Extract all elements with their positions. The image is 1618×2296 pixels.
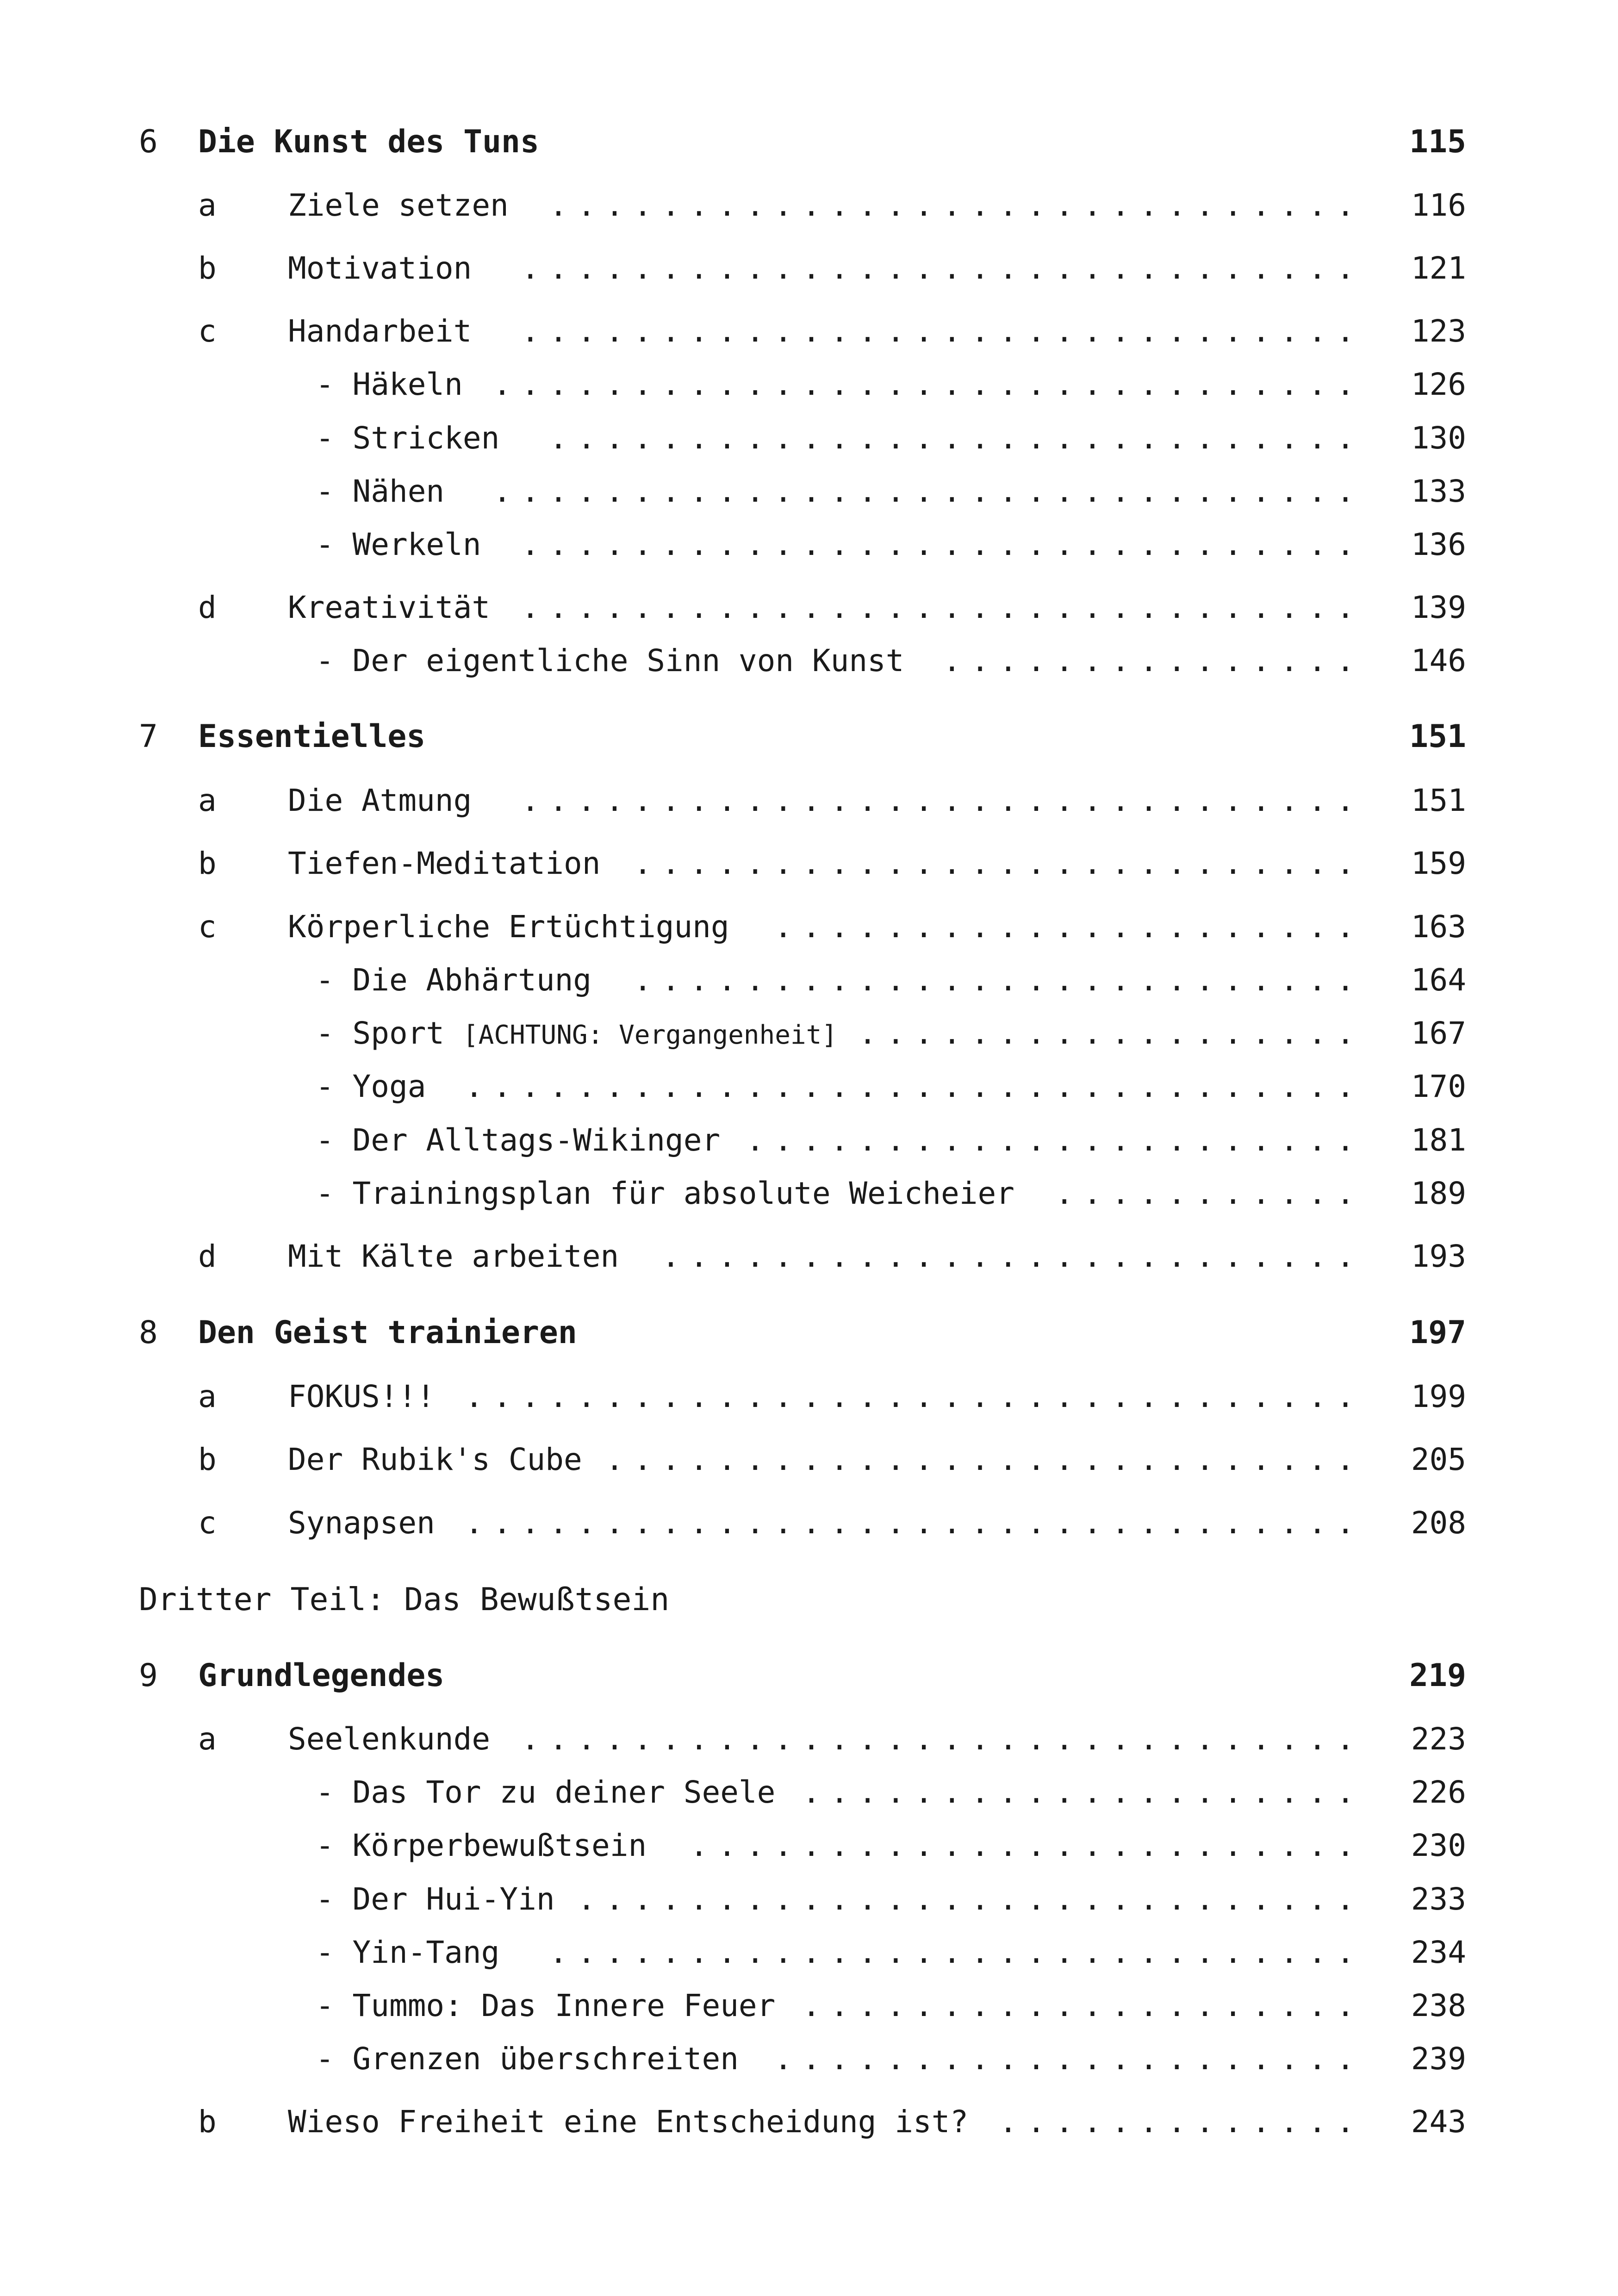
sub-dash: [316, 473, 352, 509]
dot-leader: ............................: [577, 1881, 1364, 1917]
page-number: 230: [1411, 1828, 1466, 1863]
dot-leader: ....................: [802, 1774, 1364, 1810]
dot-leader: ..........................: [633, 962, 1364, 998]
sub-title: [316, 471, 444, 512]
page-number: 126: [1411, 367, 1466, 402]
dot-leader: ..............................: [521, 590, 1364, 625]
page-number: 123: [1411, 313, 1466, 349]
page-number: 181: [1411, 1122, 1466, 1158]
section-letter: d: [198, 590, 217, 625]
toc-sub-row: [139, 1173, 1466, 1214]
toc-section-row: [139, 248, 1466, 289]
sub-dash: [316, 1988, 352, 2023]
section-title: Wieso Freiheit eine Entscheidung ist?: [288, 2104, 969, 2140]
sub-title: [316, 524, 481, 566]
toc-sub-row: [139, 1772, 1466, 1813]
toc-chapter-row: [139, 121, 1466, 163]
toc-sub-row: [139, 640, 1466, 682]
sub-title: [316, 1173, 1014, 1214]
toc-section-row: [139, 780, 1466, 821]
sub-dash: [316, 1122, 352, 1158]
toc-sub-row: [139, 1932, 1466, 1973]
page-number: 243: [1411, 2104, 1466, 2140]
page-number: 239: [1411, 2041, 1466, 2077]
dot-leader: ................................: [465, 1379, 1364, 1414]
sub-title: [316, 417, 499, 459]
page-number: 133: [1411, 473, 1466, 509]
toc-sub-row: [139, 524, 1466, 566]
sub-title-text: Nähen: [352, 473, 445, 509]
toc-section-row: [139, 1376, 1466, 1418]
page-number: 238: [1411, 1988, 1466, 2023]
toc-section-row: [139, 1236, 1466, 1277]
section-title: Die Atmung: [288, 783, 472, 818]
page-number: 205: [1411, 1442, 1466, 1477]
sub-title: [316, 1932, 499, 1973]
dot-leader: .............................: [549, 1935, 1364, 1970]
dot-leader: ......................: [746, 1122, 1364, 1158]
dot-leader: .............: [999, 2104, 1364, 2140]
page-number: 130: [1411, 420, 1466, 456]
toc-sub-row: [139, 364, 1466, 405]
toc-part-row: [139, 1579, 1466, 1621]
sub-dash: [316, 1935, 352, 1970]
dot-leader: .............................: [549, 187, 1364, 223]
dot-leader: ..................: [858, 1015, 1364, 1051]
page-number: 193: [1411, 1238, 1466, 1274]
chapter-number: 9: [139, 1657, 158, 1694]
dot-leader: ....................: [802, 1988, 1364, 2023]
sub-title-text: Das Tor zu deiner Seele: [352, 1774, 776, 1810]
dot-leader: ..............................: [521, 783, 1364, 818]
page-number: 233: [1411, 1881, 1466, 1917]
section-letter: b: [198, 250, 217, 286]
section-title: Motivation: [288, 250, 472, 286]
dot-leader: ..............................: [521, 527, 1364, 562]
section-letter: d: [198, 1238, 217, 1274]
page-number: 136: [1411, 527, 1466, 562]
dot-leader: ..............................: [521, 250, 1364, 286]
toc-section-row: [139, 906, 1466, 948]
sub-title: [316, 1013, 837, 1056]
sub-dash: [316, 1774, 352, 1810]
toc-sub-row: [139, 1879, 1466, 1920]
dot-leader: ...........: [1055, 1176, 1364, 1211]
section-title: Handarbeit: [288, 313, 472, 349]
toc-section-row: [139, 311, 1466, 352]
page-number: 151: [1411, 783, 1466, 818]
page-number: 163: [1411, 909, 1466, 945]
sub-title-text: Werkeln: [352, 527, 481, 562]
dot-leader: .....................: [774, 2041, 1364, 2077]
section-title: Tiefen-Meditation: [288, 846, 601, 881]
dot-leader: ...............................: [493, 367, 1364, 402]
dot-leader: ...............: [942, 643, 1364, 678]
sub-dash: [316, 1881, 352, 1917]
sub-dash: [316, 1828, 352, 1863]
page-number: 234: [1411, 1935, 1466, 1970]
section-title: Synapsen: [288, 1505, 435, 1541]
toc-section-row: [139, 1439, 1466, 1481]
sub-title-text: Der Hui-Yin: [352, 1881, 555, 1917]
toc-section-row: [139, 185, 1466, 226]
sub-title-text: Tummo: Das Innere Feuer: [352, 1988, 776, 2023]
page-number: 164: [1411, 962, 1466, 998]
toc-sub-row: [139, 1013, 1466, 1054]
section-title: Körperliche Ertüchtigung: [288, 909, 729, 945]
sub-dash: [316, 643, 352, 678]
sub-title: [316, 1772, 775, 1813]
section-letter: b: [198, 1442, 217, 1477]
chapter-title: Grundlegendes: [198, 1657, 445, 1694]
sub-title: [316, 1825, 647, 1867]
part-heading: Dritter Teil: Das Bewußtsein: [139, 1581, 670, 1618]
dot-leader: ..............................: [521, 313, 1364, 349]
section-letter: b: [198, 846, 217, 881]
sub-dash: [316, 2041, 352, 2077]
chapter-number: 8: [139, 1314, 158, 1351]
toc-sub-row: [139, 1120, 1466, 1161]
section-title: Seelenkunde: [288, 1721, 491, 1757]
page-number: 146: [1411, 643, 1466, 678]
page-number: 219: [1409, 1657, 1466, 1694]
sub-title-text: Sport: [352, 1015, 445, 1051]
toc-section-row: [139, 1718, 1466, 1760]
toc-chapter-row: [139, 1312, 1466, 1354]
dot-leader: ................................: [465, 1505, 1364, 1541]
dot-leader: ..............................: [521, 1721, 1364, 1757]
section-letter: a: [198, 1721, 217, 1757]
sub-dash: [316, 1069, 352, 1104]
chapter-number: 6: [139, 124, 158, 160]
page-number: 139: [1411, 590, 1466, 625]
page-number: 208: [1411, 1505, 1466, 1541]
sub-title-text: Trainingsplan für absolute Weicheier: [352, 1176, 1014, 1211]
sub-title-text: Yoga: [352, 1069, 426, 1104]
page-number: 189: [1411, 1176, 1466, 1211]
sub-dash: [316, 420, 352, 456]
sub-title-text: Häkeln: [352, 367, 463, 402]
section-letter: c: [198, 1505, 217, 1541]
chapter-title: Die Kunst des Tuns: [198, 124, 539, 160]
dot-leader: .........................: [661, 1238, 1364, 1274]
sub-dash: [316, 367, 352, 402]
section-title: Mit Kälte arbeiten: [288, 1238, 619, 1274]
page-number: 223: [1411, 1721, 1466, 1757]
sub-title-text: Grenzen überschreiten: [352, 2041, 739, 2077]
section-letter: c: [198, 313, 217, 349]
toc-sub-row: [139, 1985, 1466, 2027]
sub-note: [ACHTUNG: Vergangenheit]: [462, 1020, 838, 1050]
toc-sub-row: [139, 959, 1466, 1001]
page-number: 121: [1411, 250, 1466, 286]
page-number: 115: [1409, 124, 1466, 160]
sub-title: [316, 2038, 739, 2080]
dot-leader: ................................: [465, 1069, 1364, 1104]
section-letter: a: [198, 187, 217, 223]
dot-leader: ..........................: [633, 846, 1364, 881]
toc-sub-row: [139, 1066, 1466, 1108]
sub-title: [316, 1120, 720, 1161]
page-number: 159: [1411, 846, 1466, 881]
page-number: 197: [1409, 1314, 1466, 1351]
toc-section-row: [139, 2101, 1466, 2143]
section-title: Kreativität: [288, 590, 491, 625]
toc-section-row: [139, 843, 1466, 884]
dot-leader: ...............................: [493, 473, 1364, 509]
section-title: Der Rubik's Cube: [288, 1442, 582, 1477]
section-letter: a: [198, 1379, 217, 1414]
section-letter: c: [198, 909, 217, 945]
sub-title-text: Stricken: [352, 420, 500, 456]
toc-sub-row: [139, 471, 1466, 512]
chapter-title: Essentielles: [198, 718, 426, 755]
sub-title: [316, 364, 463, 405]
sub-title: [316, 959, 591, 1001]
page-number: 116: [1411, 187, 1466, 223]
page-number: 199: [1411, 1379, 1466, 1414]
sub-title: [316, 1879, 555, 1920]
dot-leader: .............................: [549, 420, 1364, 456]
sub-title-text: Der eigentliche Sinn von Kunst: [352, 643, 904, 678]
page-number: 170: [1411, 1069, 1466, 1104]
sub-title-text: Die Abhärtung: [352, 962, 592, 998]
dot-leader: ...........................: [605, 1442, 1364, 1477]
section-letter: b: [198, 2104, 217, 2140]
page-number: 226: [1411, 1774, 1466, 1810]
sub-title: [316, 1985, 775, 2027]
sub-title: [316, 1066, 426, 1108]
sub-title-text: Der Alltags-Wikinger: [352, 1122, 721, 1158]
dot-leader: .....................: [774, 909, 1364, 945]
section-letter: a: [198, 783, 217, 818]
toc-chapter-row: [139, 716, 1466, 758]
toc-sub-row: [139, 1825, 1466, 1867]
toc-chapter-row: [139, 1655, 1466, 1697]
sub-dash: [316, 1176, 352, 1211]
section-title: Ziele setzen: [288, 187, 509, 223]
chapter-title: Den Geist trainieren: [198, 1314, 577, 1351]
sub-dash: [316, 527, 352, 562]
sub-title: [316, 640, 904, 682]
page-number: 151: [1409, 718, 1466, 755]
sub-dash: [316, 962, 352, 998]
toc-sub-row: [139, 2038, 1466, 2080]
section-title: FOKUS!!!: [288, 1379, 435, 1414]
dot-leader: ........................: [690, 1828, 1364, 1863]
toc-section-row: [139, 587, 1466, 628]
chapter-number: 7: [139, 718, 158, 755]
sub-title-text: Yin-Tang: [352, 1935, 500, 1970]
page-number: 167: [1411, 1015, 1466, 1051]
toc-sub-row: [139, 417, 1466, 459]
sub-title-text: Körperbewußtsein: [352, 1828, 647, 1863]
toc-section-row: [139, 1502, 1466, 1544]
sub-dash: [316, 1015, 352, 1051]
